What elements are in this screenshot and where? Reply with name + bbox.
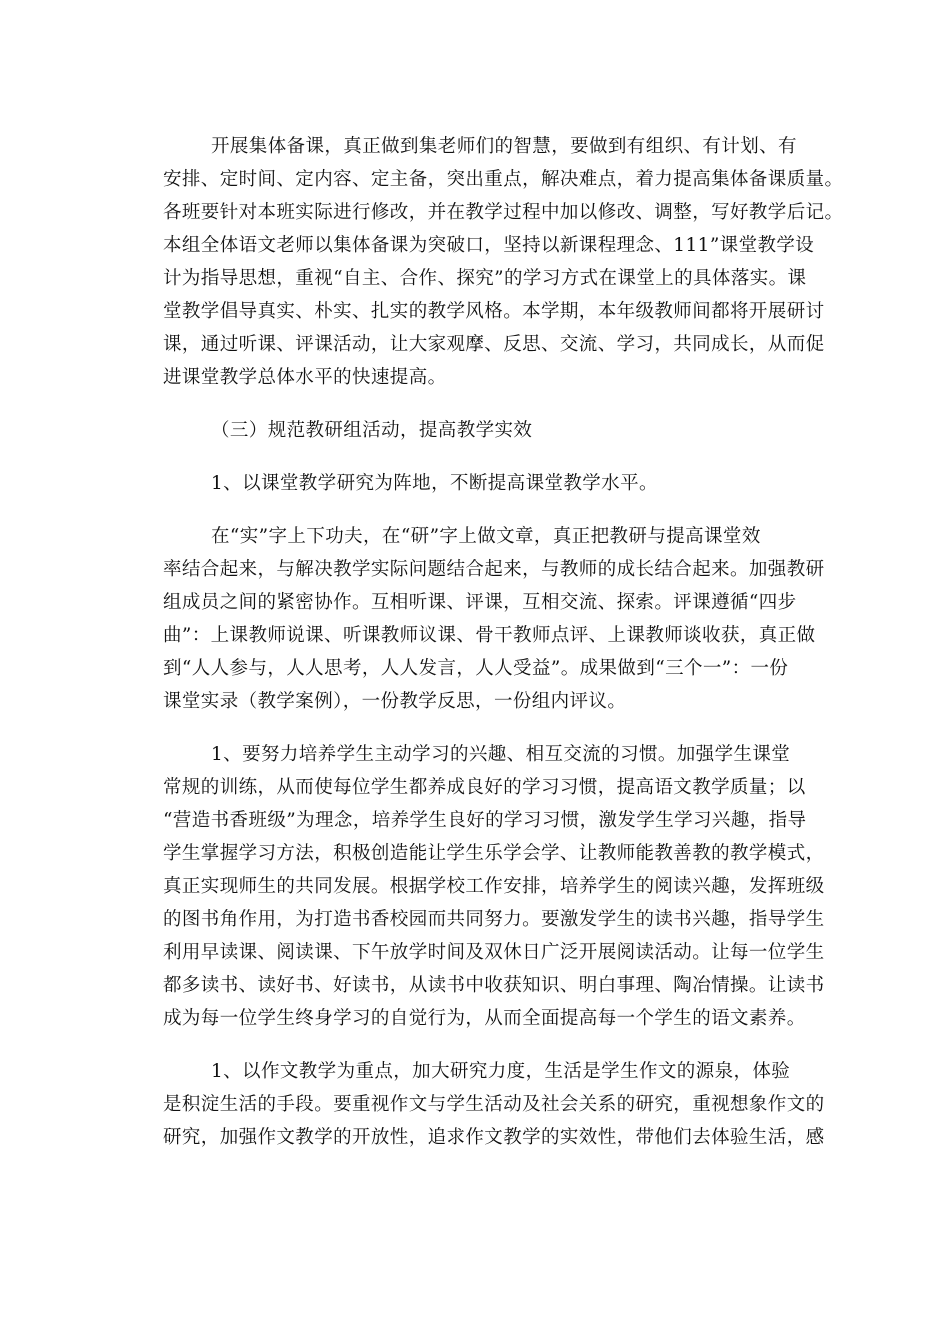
paragraph-composition-teaching: [163, 1055, 827, 1154]
text-line: 进课堂教学总体水平的快速提高。: [163, 367, 447, 388]
text-line: 1、以课堂教学研究为阵地，不断提高课堂教学水平。: [211, 473, 658, 494]
text-line: 本组全体语文老师以集体备课为突破口，坚持以新课程理念、111”课堂教学设: [163, 235, 815, 256]
section-heading-text: （三）规范教研组活动，提高教学实效: [211, 420, 533, 441]
paragraph-study-habits: [163, 738, 827, 1035]
text-line: 成为每一位学生终身学习的自觉行为，从而全面提高每一个学生的语文素养。: [163, 1008, 806, 1029]
paragraph-item-classroom-research: [163, 467, 827, 500]
paragraph-spacer: [163, 1035, 827, 1055]
text-line: 开展集体备课，真正做到集老师们的智慧，要做到有组织、有计划、有: [211, 136, 797, 157]
paragraph-spacer: [163, 500, 827, 520]
text-line: “营造书香班级”为理念，培养学生良好的学习习惯，激发学生学习兴趣，指导: [163, 810, 807, 831]
text-line: 在“实”字上下功夫，在“研”字上做文章，真正把教研与提高课堂效: [211, 526, 761, 547]
text-line: 到“人人参与，人人思考，人人发言，人人受益”。成果做到“三个一”：一份: [163, 658, 789, 679]
text-line: 曲”：上课教师说课、听课教师议课、骨干教师点评、上课教师谈收获，真正做: [163, 625, 816, 646]
text-line: 的图书角作用，为打造书香校园而共同努力。要激发学生的读书兴趣，指导学生: [163, 909, 825, 930]
paragraph-spacer: [163, 447, 827, 467]
text-line: 常规的训练，从而使每位学生都养成良好的学习习惯，提高语文教学质量；以: [163, 777, 806, 798]
document-body: [163, 130, 844, 1154]
text-line: 利用早读课、阅读课、下午放学时间及双休日广泛开展阅读活动。让每一位学生: [163, 942, 825, 963]
paragraph-collective-lesson-prep: [163, 130, 844, 394]
text-line: 都多读书、读好书、好读书，从读书中收获知识、明白事理、陶冶情操。让读书: [163, 975, 825, 996]
text-line: 安排、定时间、定内容、定主备，突出重点，解决难点，着力提高集体备课质量。: [163, 169, 844, 190]
text-line: 1、要努力培养学生主动学习的兴趣、相互交流的习惯。加强学生课堂: [211, 744, 791, 765]
paragraph-spacer: [163, 718, 827, 738]
text-line: 课，通过听课、评课活动，让大家观摩、反思、交流、学习，共同成长，从而促: [163, 334, 825, 355]
text-line: 率结合起来，与解决教学实际问题结合起来，与教师的成长结合起来。加强教研: [163, 559, 825, 580]
text-line: 1、以作文教学为重点，加大研究力度，生活是学生作文的源泉，体验: [211, 1061, 791, 1082]
text-line: 研究，加强作文教学的开放性，追求作文教学的实效性，带他们去体验生活，感: [163, 1127, 825, 1148]
text-line: 学生掌握学习方法，积极创造能让学生乐学会学、让教师能教善教的教学模式，: [163, 843, 825, 864]
text-line: 组成员之间的紧密协作。互相听课、评课，互相交流、探索。评课遵循“四步: [163, 592, 797, 613]
text-line: 是积淀生活的手段。要重视作文与学生活动及社会关系的研究，重视想象作文的: [163, 1094, 825, 1115]
paragraph-spacer: [163, 394, 827, 414]
text-line: 真正实现师生的共同发展。根据学校工作安排，培养学生的阅读兴趣，发挥班级: [163, 876, 825, 897]
text-line: 计为指导思想，重视“自主、合作、探究”的学习方式在课堂上的具体落实。课: [163, 268, 807, 289]
text-line: 堂教学倡导真实、朴实、扎实的教学风格。本学期，本年级教师间都将开展研讨: [163, 301, 825, 322]
text-line: 课堂实录（教学案例），一份教学反思，一份组内评议。: [163, 691, 627, 712]
section-heading: [163, 414, 827, 447]
text-line: 各班要针对本班实际进行修改，并在教学过程中加以修改、调整，写好教学后记。: [163, 202, 844, 223]
paragraph-teaching-research: [163, 520, 827, 718]
